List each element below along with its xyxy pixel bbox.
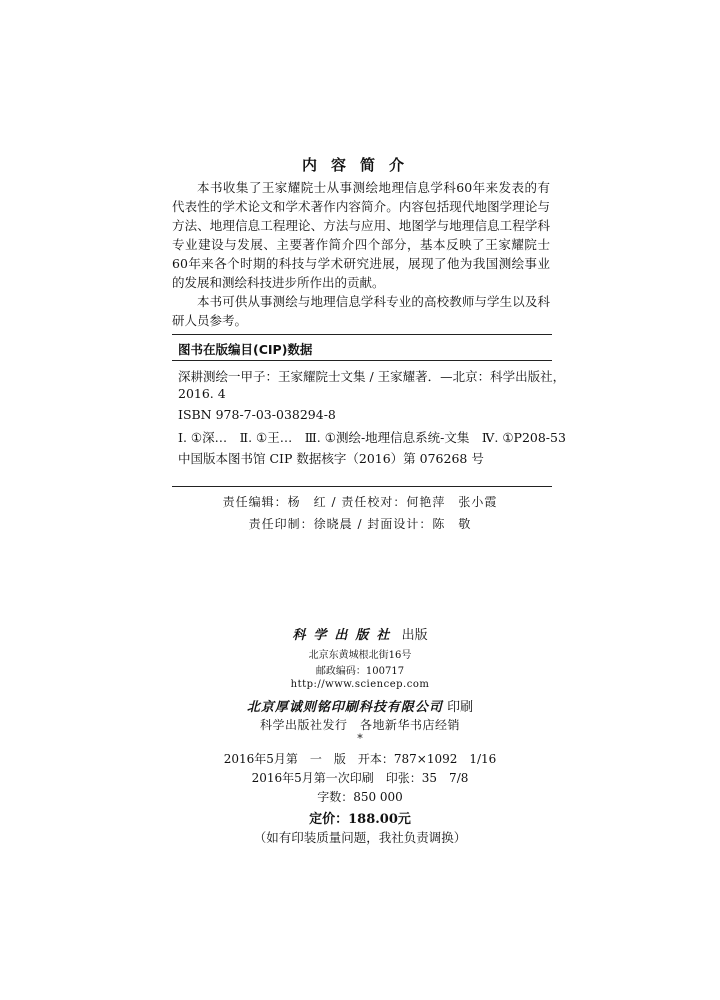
cip-classification: Ⅰ. ①深… Ⅱ. ①王… Ⅲ. ①测绘-地理信息系统-文集 Ⅳ. ①P208-53 (178, 430, 566, 445)
price: 定价：188.00元 (309, 812, 411, 827)
printer-line (0, 696, 720, 715)
distribution-line: 科学出版社发行 各地新华书店经销 (259, 718, 460, 732)
cip-record-number: 中国版本图书馆 CIP 数据核字（2016）第 076268 号 (178, 451, 484, 466)
printing-info: 2016年5月第一次印刷 印张：35 7/8 (251, 771, 469, 785)
editor-credits: 责任编辑：杨 红 / 责任校对：何艳萍 张小霞 (222, 495, 498, 509)
summary-body (172, 178, 550, 330)
cip-data-block (172, 334, 566, 486)
cip-heading: 图书在版编目(CIP)数据 (178, 342, 313, 357)
cip-top-rule (172, 334, 552, 335)
printer-suffix: 印刷 (447, 700, 474, 715)
separator-asterisk: * (357, 732, 363, 745)
publisher-suffix: 出版 (401, 628, 428, 643)
cip-date-line: 2016. 4 (178, 386, 226, 401)
cip-mid-rule (172, 360, 552, 361)
summary-title: 内容简介 (301, 156, 418, 174)
summary-paragraph-1: 本书收集了王家耀院士从事测绘地理信息学科60年来发表的有代表性的学术论文和学术著作内容简介。内容包括现代地图学理论与方法、地理信息工程理论、方法与应用、地图学与地理信息工程学科专业建设与发展、主要著作简介四个部分，基本反映了王家耀院士60年来各个时期的科技与学术研究进展，展现了他为我国测绘事业的发展和测绘科技进步所作出的贡献。 (172, 180, 550, 290)
cip-isbn: ISBN 978-7-03-038294-8 (178, 407, 336, 422)
edition-info: 2016年5月第 一 版 开本：787×1092 1/16 (223, 752, 497, 766)
publisher-address: 北京东黄城根北街16号 (308, 650, 412, 661)
publisher-url: http://www.sciencep.com (290, 679, 430, 690)
production-credits: 责任印制：徐晓晨 / 封面设计：陈 敬 (248, 517, 472, 531)
summary-paragraph-2: 本书可供从事测绘与地理信息学科专业的高校教师与学生以及科研人员参考。 (172, 294, 550, 328)
publisher-line (0, 624, 720, 643)
quality-notice: （如有印装质量问题，我社负责调换） (253, 830, 467, 845)
cip-title-line: 深耕测绘一甲子：王家耀院士文集 / 王家耀著．—北京：科学出版社， (178, 369, 566, 384)
word-count: 字数：850 000 (317, 790, 403, 804)
cip-bottom-rule (172, 486, 552, 487)
printer-name: 北京厚诚则铭印刷科技有限公司 (246, 700, 443, 715)
publisher-name: 科学出版社 (292, 628, 398, 643)
publisher-postcode: 邮政编码：100717 (315, 666, 405, 677)
